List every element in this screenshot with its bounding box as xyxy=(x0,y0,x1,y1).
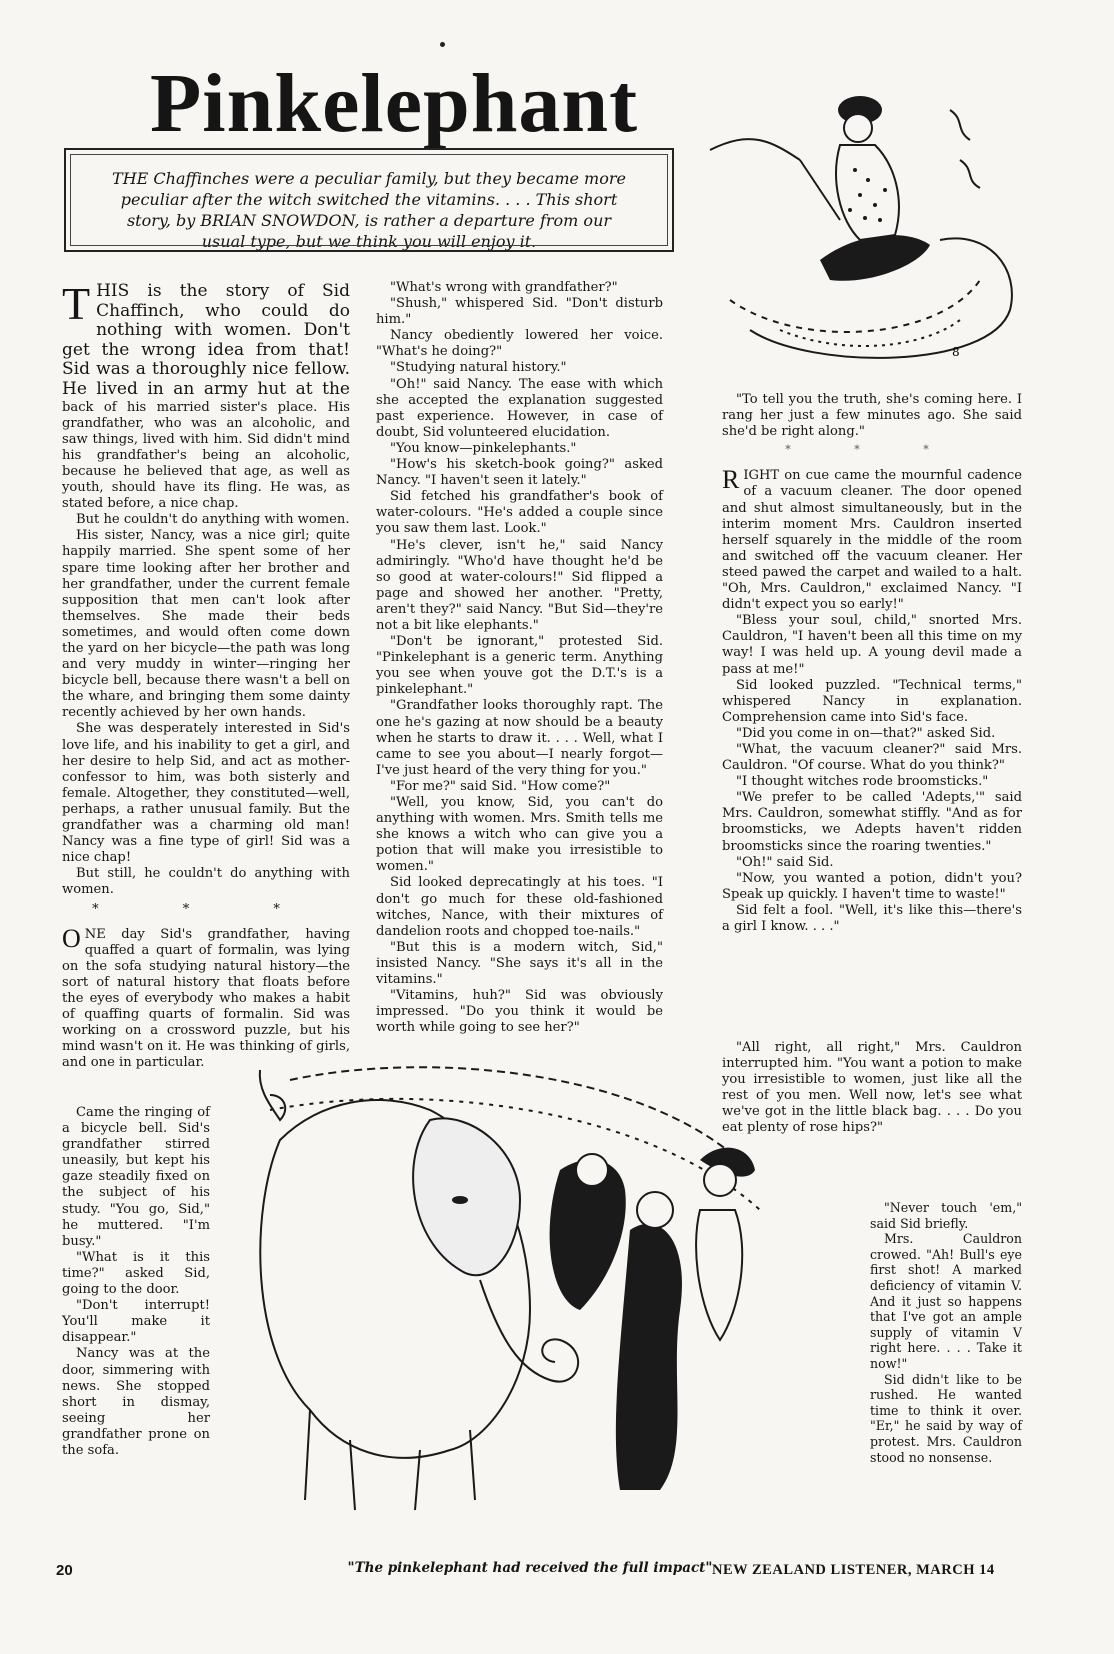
paragraph: "I thought witches rode broomsticks." xyxy=(736,774,989,790)
column-1 xyxy=(62,278,350,1071)
paragraph: But still, he couldn't do anything with women. xyxy=(62,866,350,898)
article-title: Pinkelephant xyxy=(150,57,639,150)
paragraph: NE day Sid's grandfather, having quaffed a quart of formalin, was lying on the sofa studying natural history—the sort of natural history that floats before the eyes of everybody who makes a habit of quaffing quarts of formalin. Sid was working on a crossword puzzle, but his mind wasn't on it. He was thinking of girls, and one in particular. xyxy=(62,926,350,1071)
paragraph: Mrs. Cauldron crowed. "Ah! Bull's eye first shot! A marked deficiency of vitamin V. And it just so happens that I've got an ample supply of vitamin V right here. . . . Take it now!" xyxy=(870,1231,1022,1371)
paragraph: "Did you come in on—that?" asked Sid. xyxy=(736,725,996,741)
paragraph: Nancy obediently lowered her voice. "What's he doing?" xyxy=(376,328,663,360)
paragraph: "Now, you wanted a potion, didn't you? Speak up quickly. I haven't time to waste!" xyxy=(722,870,1022,902)
paragraph: "Don't interrupt! You'll make it disappear." xyxy=(62,1298,210,1346)
witch-illustration xyxy=(690,70,1030,370)
paragraph: "Shush," whispered Sid. "Don't disturb him." xyxy=(376,296,663,328)
paragraph: "What, the vacuum cleaner?" said Mrs. Cauldron. "Of course. What do you think?" xyxy=(722,741,1022,774)
paragraph: "Grandfather looks thoroughly rapt. The one he's gazing at now should be a beauty when he starts to draw it. . . . Well, what I came to see you about—I nearly forgot—I've just heard of the very thing for you." xyxy=(376,698,663,778)
paragraph: "What is it this time?" asked Sid, going to the door. xyxy=(62,1249,210,1298)
paragraph: "Studying natural history." xyxy=(390,360,567,376)
paragraph: "For me?" said Sid. "How come?" xyxy=(390,778,611,794)
column-2 xyxy=(376,280,663,1036)
paragraph: Sid looked deprecatingly at his toes. "I don't go much for these old-fashioned witches, Nance, with their mixtures of dandelion roots and chopped toe-nails." xyxy=(376,875,663,939)
paragraph: "Well, you know, Sid, you can't do anything with women. Mrs. Smith tells me she knows a witch who can give you a potion that will make you irresistible to women." xyxy=(376,795,663,875)
drop-cap: R xyxy=(722,465,740,495)
paragraph: "Oh!" said Sid. xyxy=(736,854,834,870)
paragraph: "Don't be ignorant," protested Sid. "Pinkelephant is a generic term. Anything you see when youve got the D.T.'s is a pinkelephant." xyxy=(376,634,663,698)
paragraph: "We prefer to be called 'Adepts,'" said Mrs. Cauldron, somewhat stiffly. "And as for broomsticks, we Adepts haven't ridden broomsticks since the roaring twenties." xyxy=(722,790,1022,854)
paragraph: back of his married sister's place. His grandfather, who was an alcoholic, and saw things, lived with him. Sid didn't mind his grandfather's being an alcoholic, because he believed that age, as well as youth, should have its fling. He was, as stated before, a nice chap. xyxy=(62,399,350,512)
paragraph: Sid fetched his grandfather's book of water-colours. "He's added a couple since you saw them last. Look." xyxy=(376,489,663,537)
drop-cap: T xyxy=(62,278,91,329)
intro-box xyxy=(64,148,674,252)
paragraph: But he couldn't do anything with women. xyxy=(76,512,350,528)
paragraph: Came the ringing of a bicycle bell. Sid's grandfather stirred uneasily, but kept his gaze steadily fixed on the subject of his study. "You go, Sid," he muttered. "I'm busy." xyxy=(62,1105,210,1249)
paragraph: "How's his sketch-book going?" asked Nancy. "I haven't seen it lately." xyxy=(376,457,663,489)
column-3-narrow xyxy=(870,1200,1022,1465)
publication-line: NEW ZEALAND LISTENER, MARCH 14 xyxy=(712,1562,995,1578)
column-1-narrow xyxy=(62,1105,210,1459)
elephant-illustration xyxy=(230,1050,790,1550)
paragraph: "Never touch 'em," said Sid briefly. xyxy=(870,1200,1022,1231)
paragraph: IGHT on cue came the mournful cadence of a vacuum cleaner. The door opened and shut almost simultaneously, but in the interim moment Mrs. Cauldron inserted herself squarely in the middle of the room and switched off the vacuum cleaner. Her steed pawed the carpet and wailed to a halt. "Oh, Mrs. Cauldron," exclaimed Nancy. "I didn't expect you so early!" xyxy=(722,468,1022,613)
ornament-dot xyxy=(440,42,445,47)
paragraph: She was desperately interested in Sid's love life, and his inability to get a girl, and her desire to help Sid, and act as mother-confessor to him, was both sisterly and female. Altogether, they constituted—well, perhaps, a rather unusual family. But the grandfather was a charming old man! Nancy was a fine type of girl! Sid was a nice chap! xyxy=(62,721,350,866)
artist-mark: 8 xyxy=(952,345,960,359)
paragraph: His sister, Nancy, was a nice girl; quite happily married. She spent some of her spare time looking after her brother and her grandfather, under the current female supposition that men can't look after themselves. She made their beds sometimes, and would often come down the yard on her bicycle—the path was long and very muddy in winter—ringing her bicycle bell, because there wasn't a bell on the whare, and bringing them some dainty recently achieved by her own hands. xyxy=(62,528,350,721)
intro-text: THE Chaffinches were a peculiar family, but they became more peculiar after the witch switched the vitamins. . . . This short story, by BRIAN SNOWDON, is rather a departure from our usual type, but we think you will enjoy it. xyxy=(112,169,626,251)
paragraph: "He's clever, isn't he," said Nancy admiringly. "Who'd have thought he'd be so good at water-colours!" Sid flipped a page and showed her another. "Pretty, aren't they?" said Nancy. "But Sid—they're not a bit like elephants." xyxy=(376,537,663,633)
section-break: * * * xyxy=(92,902,320,918)
lead-text: HIS is the story of Sid Chaffinch, who could do nothing with women. Don't get the wrong idea from that! Sid was a thoroughly nice fellow. He lived in an army hut at the xyxy=(62,281,350,399)
illustration-caption: "The pinkelephant had received the full impact" xyxy=(347,1560,713,1576)
paragraph: "Oh!" said Nancy. The ease with which she accepted the explanation suggested past experience. However, in case of doubt, Sid volunteered elucidation. xyxy=(376,376,663,440)
paragraph: "You know—pinkelephants." xyxy=(390,440,577,456)
drop-cap: O xyxy=(62,923,81,953)
section-break: * * * xyxy=(785,443,959,457)
paragraph: "Vitamins, huh?" Sid was obviously impressed. "Do you think it would be worth while going to see her?" xyxy=(376,988,663,1036)
paragraph: "What's wrong with grandfather?" xyxy=(390,280,618,295)
paragraph: Sid felt a fool. "Well, it's like this—there's a girl I know. . . ." xyxy=(722,902,1022,934)
paragraph: "To tell you the truth, she's coming here. I rang her just a few minutes ago. She said she'd be right along." xyxy=(722,392,1022,440)
column-3 xyxy=(722,392,1022,935)
paragraph: "Bless your soul, child," snorted Mrs. Cauldron, "I haven't been all this time on my way! I was held up. A young devil made a pass at me!" xyxy=(722,613,1022,677)
paragraph: Sid looked puzzled. "Technical terms," whispered Nancy in explanation. Comprehension came into Sid's face. xyxy=(722,677,1022,725)
paragraph: Sid didn't like to be rushed. He wanted time to think it over. "Er," he said by way of protest. Mrs. Cauldron stood no nonsense. xyxy=(870,1371,1022,1465)
column-3-upper xyxy=(722,1040,1022,1137)
paragraph: "All right, all right," Mrs. Cauldron interrupted him. "You want a potion to make you irresistible to women, just like all the rest of you men. Well now, let's see what we've got in the little black bag. . . . Do you eat plenty of rose hips?" xyxy=(722,1040,1022,1136)
paragraph: Nancy was at the door, simmering with news. She stopped short in dismay, seeing her grandfather prone on the sofa. xyxy=(62,1346,210,1458)
page-number: 20 xyxy=(56,1562,73,1579)
paragraph: "But this is a modern witch, Sid," insisted Nancy. "She says it's all in the vitamins." xyxy=(376,939,663,988)
